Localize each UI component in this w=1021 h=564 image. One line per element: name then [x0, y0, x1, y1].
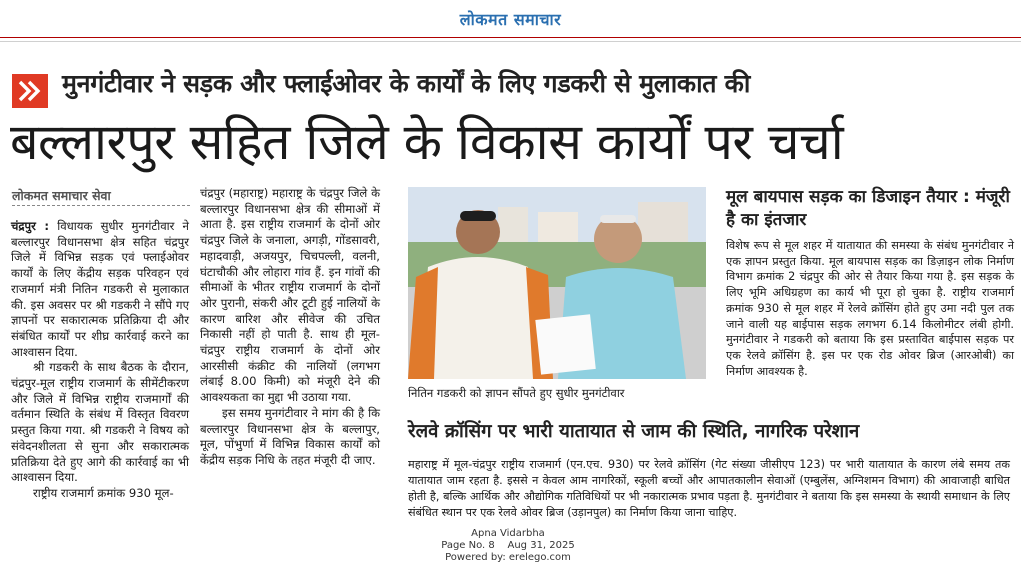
- paragraph: विधायक सुधीर मुनगंटीवार ने बल्लारपुर विधानसभा क्षेत्र सहित चंद्रपुर जिले में विभिन्न सड़क एवं फ्लाईओवर कार्यों के लिए केंद्रीय सड़क परिवहन एवं राजमार्ग मंत्री नितिन गडकरी से मुलाकात की. इस अवसर पर श्री गडकरी ने सौंपे गए ज्ञापनों पर सकारात्मक प्रतिक्रिया दी और संबंधित कार्यों पर शीघ्र कार्रवाई करने का आश्वासन दिया.: [11, 219, 189, 359]
- subheadline: मुनगंटीवार ने सड़क और फ्लाईओवर के कार्यों के लिए गडकरी से मुलाकात की: [62, 69, 750, 98]
- bottom-headline: रेलवे क्रॉसिंग पर भारी यातायात से जाम की स्थिति, नागरिक परेशान: [408, 421, 860, 442]
- news-photo: [408, 187, 706, 379]
- footer-powered-by: Powered by: erelego.com: [445, 552, 571, 563]
- article-column-1: [11, 219, 189, 502]
- paragraph: महाराष्ट्र में मूल-चंद्रपुर राष्ट्रीय राजमार्ग (एन.एच. 930) पर रेलवे क्रॉसिंग (गेट संख्या जीसीएप 123) पर भारी यातायात के कारण लंबे समय तक यातायात जाम रहता है. इससे न केवल आम नागरिकों, स्कूली बच्चों और आपातकालीन सेवाओं (एम्बुलेंस, अग्निशमन विभाग) की आवाजाही बाधित होती है, बल्कि आर्थिक और औद्योगिक गतिविधियों पर भी नकारात्मक प्रभाव पड़ता है. मुनगंटीवार ने बताया कि इस समस्या के स्थायी समाधान के लिए संबंधित स्थान पर एक रेलवे ओवर ब्रिज (उड़ानपुल) का निर्माण किया जाना चाहिए.: [408, 458, 1010, 519]
- top-rule-thin: [0, 41, 1021, 42]
- masthead: लोकमत समाचार: [459, 10, 562, 29]
- footer-page-date: Page No. 8 Aug 31, 2025: [441, 540, 575, 551]
- footer-publication: Apna Vidarbha: [471, 528, 545, 539]
- page-footer: [433, 528, 583, 564]
- side-article: [726, 238, 1014, 379]
- paragraph: विशेष रूप से मूल शहर में यातायात की समस्या के संबंध मुनगंटीवार ने एक ज्ञापन प्रस्तुत किया. मूल बायपास सड़क का डिज़ाइन लोक निर्माण विभाग क्रमांक 2 चंद्रपुर की ओर से तैयार किया गया है. इस सड़क के लिए भूमि अधिग्रहण का कार्य भी पूरा हो चुका है. राष्ट्रीय राजमार्ग क्रमांक 930 से मूल शहर में रेलवे क्रॉसिंग होते हुए उमा नदी पुल तक जाने वाली यह बाईपास सड़क लगभग 6.14 किलोमीटर लंबी होगी. मुनगंटीवार ने गडकरी को बताया कि इस प्रस्तावित बाईपास सड़क पर एक रेलवे क्रॉसिंग है. इस पर एक रोड ओवर ब्रिज (आरओबी) का निर्माण आवश्यक है.: [726, 239, 1014, 378]
- double-chevron-right-icon: [12, 74, 48, 108]
- side-headline: मूल बायपास सड़क का डिजाइन तैयार : मंजूरी है का इंतजार: [726, 187, 1010, 230]
- byline-divider: [12, 205, 190, 206]
- paragraph: चंद्रपुर (महाराष्ट्र) महाराष्ट्र के चंद्रपुर जिले के बल्लारपुर विधानसभा क्षेत्र की सीमाओं में आता है. इस राष्ट्रीय राजमार्ग के दोनों ओर चंद्रपुर जिले के जनाला, अगड़ी, गोंडसावरी, महादवाड़ी, अजयपुर, चिचपल्ली, वलनी, घंटाचौकी और लोहारा गांव हैं. इन गांवों की सीमाओं के भीतर राष्ट्रीय राजमार्ग के दोनों ओर पुरानी, संकरी और टूटी हुई नालियों के कारण बारिश और सीवेज की उचित निकासी नहीं हो पाती है. साथ ही मूल-चंद्रपुर राष्ट्रीय राजमार्ग के दोनों ओर आरसीसी कंक्रीट की नालियों (लगभग लंबाई 8.00 किमी) को मंजूरी देने की आवश्यकता का मुद्दा भी उठाया गया.: [200, 186, 380, 405]
- paragraph: इस समय मुनगंटीवार ने मांग की है कि बल्लारपुर विधानसभा क्षेत्र के बल्लापुर, मूल, पोंभुर्णा में विभिन्न विकास कार्यों को केंद्रीय सड़क निधि के तहत मंजूरी दी जाए.: [200, 405, 380, 467]
- photo-caption: नितिन गडकरी को ज्ञापन सौंपते हुए सुधीर मुनगंटीवार: [408, 386, 625, 400]
- page-title: बल्लारपुर सहित जिले के विकास कार्यों पर चर्चा: [10, 113, 844, 171]
- top-rule: [0, 37, 1021, 38]
- byline: लोकमत समाचार सेवा: [12, 188, 111, 203]
- bottom-article: [408, 457, 1010, 521]
- paragraph: श्री गडकरी के साथ बैठक के दौरान, चंद्रपुर-मूल राष्ट्रीय राजमार्ग के सीमेंटीकरण और जिले में विभिन्न राष्ट्रीय राजमार्गों की वर्तमान स्थिति के संबंध में विस्तृत विवरण प्रस्तुत किया गया. श्री गडकरी ने विषय को संवेदनशीलता से सुना और सकारात्मक प्रतिक्रिया देते हुए आगे की कार्रवाई का भी आश्वासन दिया.: [11, 360, 189, 485]
- dateline: चंद्रपुर :: [11, 219, 50, 233]
- paragraph: राष्ट्रीय राजमार्ग क्रमांक 930 मूल-: [33, 485, 174, 500]
- article-column-2: [200, 186, 380, 469]
